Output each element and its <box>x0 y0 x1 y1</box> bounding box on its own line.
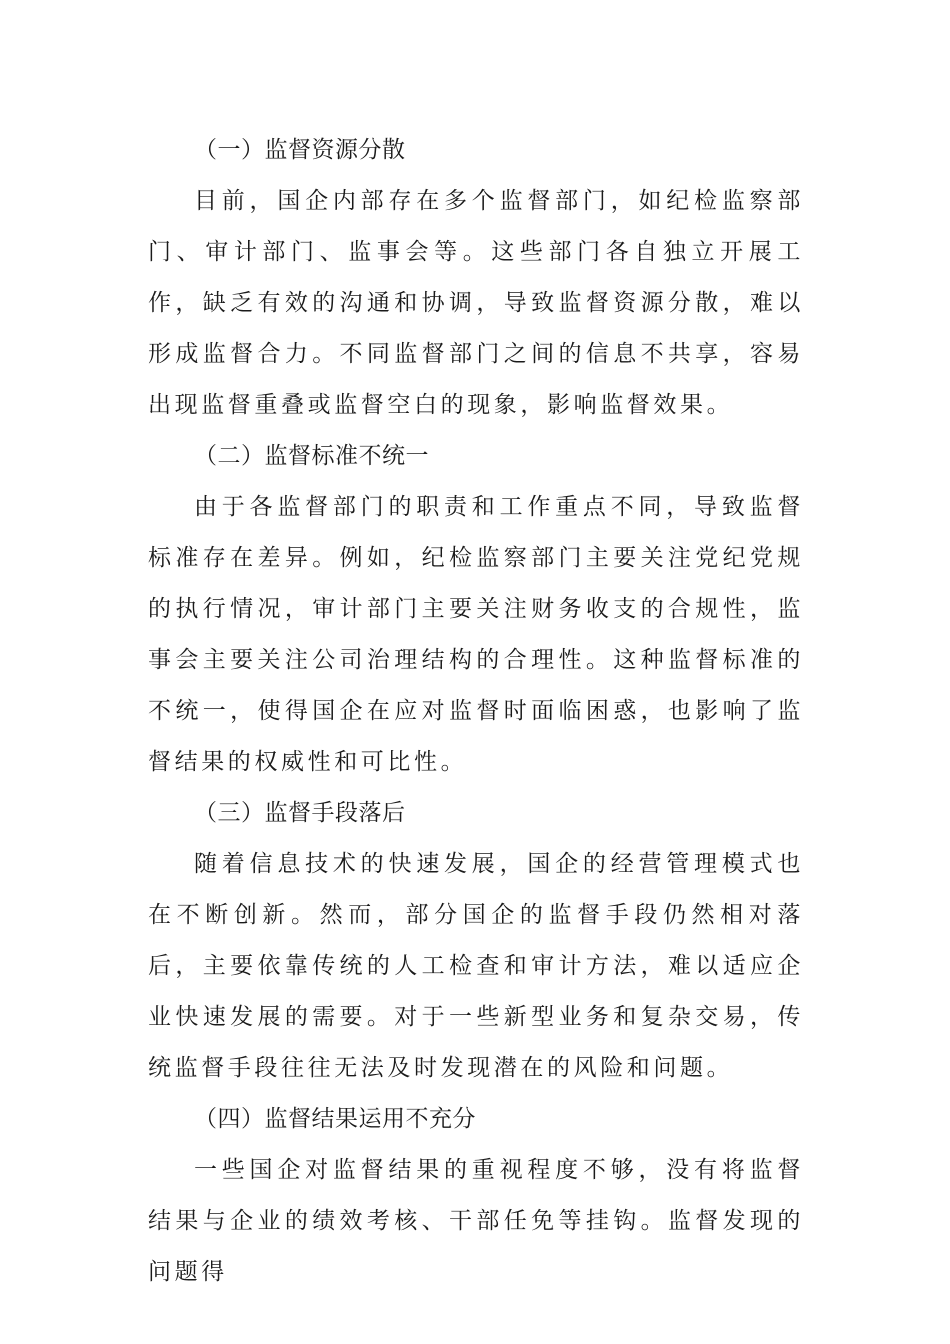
section-paragraph-3: 随着信息技术的快速发展，国企的经营管理模式也在不断创新。然而，部分国企的监督手段仍然相对落后，主要依靠传统的人工检查和审计方法，难以适应企业快速发展的需要。对于一些新型业务和复杂交易，传统监督手段往往无法及时发现潜在的风险和问题。 <box>148 851 804 1081</box>
document-body <box>148 125 804 1298</box>
section-paragraph-2: 由于各监督部门的职责和工作重点不同，导致监督标准存在差异。例如，纪检监察部门主要关注党纪党规的执行情况，审计部门主要关注财务收支的合规性，监事会主要关注公司治理结构的合理性。这种监督标准的不统一，使得国企在应对监督时面临困惑，也影响了监督结果的权威性和可比性。 <box>148 494 804 775</box>
section-heading-4: （四）监督结果运用不充分 <box>194 1106 476 1132</box>
section-paragraph-4: 一些国企对监督结果的重视程度不够，没有将监督结果与企业的绩效考核、干部任免等挂钩。监督发现的问题得 <box>148 1157 804 1285</box>
section-paragraph-1: 目前，国企内部存在多个监督部门，如纪检监察部门、审计部门、监事会等。这些部门各自独立开展工作，缺乏有效的沟通和协调，导致监督资源分散，难以形成监督合力。不同监督部门之间的信息不共享，容易出现监督重叠或监督空白的现象，影响监督效果。 <box>148 188 804 418</box>
section-heading-1: （一）监督资源分散 <box>194 137 406 163</box>
section-heading-2: （二）监督标准不统一 <box>194 443 429 469</box>
section-heading-3: （三）监督手段落后 <box>194 800 406 826</box>
